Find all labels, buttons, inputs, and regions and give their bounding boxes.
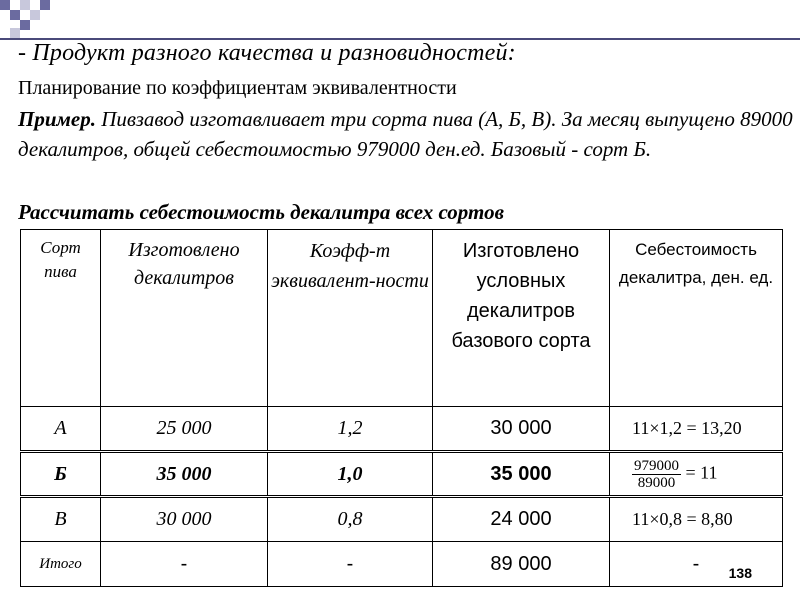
cell-produced: - [101, 542, 268, 587]
table-row [21, 452, 783, 497]
header-cost: Себестоимость декалитра, ден. ед. [610, 230, 783, 407]
example-label: Пример. [18, 107, 96, 131]
example-text: Пивзавод изготавливает три сорта пива (А, Б, В). За месяц выпущено 89000 декалитров, общей себестоимостью 979000 ден.ед. Базовый - сорт Б. [18, 107, 793, 161]
cell-cost [610, 452, 783, 497]
cell-coef: 1,0 [268, 452, 433, 497]
cell-cost: 11×0,8 = 8,80 [610, 497, 783, 542]
cell-sort: Б [21, 452, 101, 497]
table-row [21, 542, 783, 587]
header-produced: Изготовлено декалитров [101, 230, 268, 407]
header-coef: Коэфф-т эквивалент-ности [268, 230, 433, 407]
page-number: 138 [728, 565, 752, 581]
cost-table [20, 229, 783, 587]
fraction-denominator: 89000 [637, 474, 676, 491]
fraction-numerator: 979000 [634, 457, 679, 474]
cell-cost: 11×1,2 = 13,20 [610, 407, 783, 452]
cost-fraction [632, 458, 681, 491]
cell-conv: 89 000 [433, 542, 610, 587]
cell-sort: А [21, 407, 101, 452]
cell-conv: 24 000 [433, 497, 610, 542]
cell-cost: - [610, 542, 783, 587]
example-paragraph [18, 104, 798, 164]
header-sort: Сорт пива [21, 230, 101, 407]
cell-sort: Итого [21, 542, 101, 587]
slide-subtitle: Планирование по коэффициентам эквивалентности [18, 77, 457, 99]
header-conv: Изготовлено условных декалитров базового сорта [433, 230, 610, 407]
table-header-row [21, 230, 783, 407]
table-row [21, 497, 783, 542]
decorative-squares [0, 0, 800, 40]
task-statement: Рассчитать себестоимость декалитра всех сортов [18, 200, 504, 224]
fraction-result: = 11 [685, 462, 718, 483]
cell-sort: В [21, 497, 101, 542]
cell-produced: 30 000 [101, 497, 268, 542]
cell-produced: 35 000 [101, 452, 268, 497]
table-row [21, 407, 783, 452]
cell-conv: 35 000 [433, 452, 610, 497]
cell-coef: 1,2 [268, 407, 433, 452]
cell-produced: 25 000 [101, 407, 268, 452]
slide-title: - Продукт разного качества и разновидностей: [18, 40, 516, 66]
cell-conv: 30 000 [433, 407, 610, 452]
cell-coef: - [268, 542, 433, 587]
cell-coef: 0,8 [268, 497, 433, 542]
